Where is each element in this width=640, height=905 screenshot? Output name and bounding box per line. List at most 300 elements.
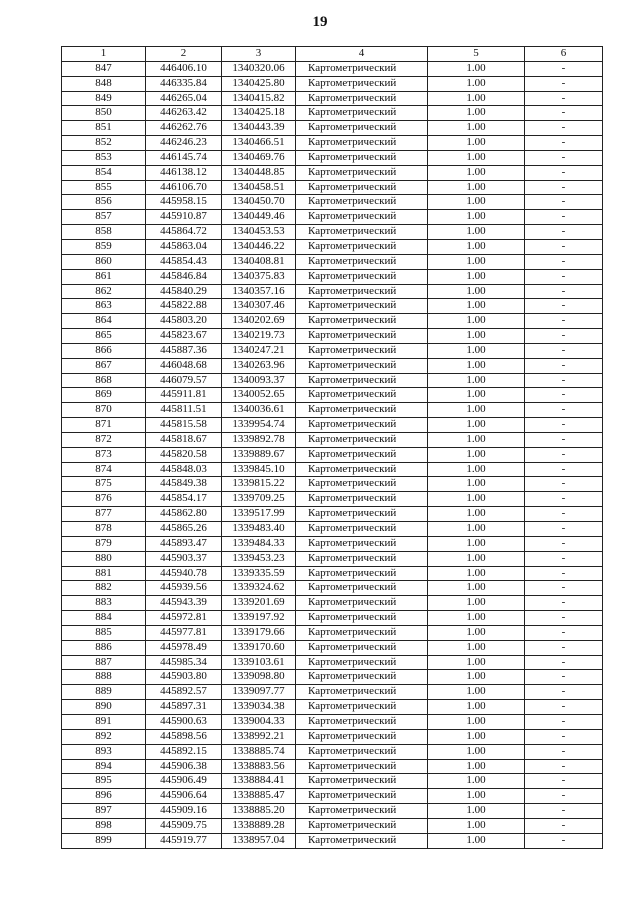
cell-note: - <box>525 581 603 596</box>
cell-note: - <box>525 76 603 91</box>
cell-note: - <box>525 239 603 254</box>
cell-point-number: 850 <box>62 106 146 121</box>
cell-accuracy: 1.00 <box>428 685 525 700</box>
cell-note: - <box>525 477 603 492</box>
cell-coordinate-x: 446048.68 <box>146 358 222 373</box>
cell-point-number: 849 <box>62 91 146 106</box>
cell-method: Картометрический <box>296 804 428 819</box>
cell-method: Картометрический <box>296 714 428 729</box>
cell-coordinate-y: 1339179.66 <box>222 625 296 640</box>
cell-coordinate-y: 1339517.99 <box>222 507 296 522</box>
cell-accuracy: 1.00 <box>428 403 525 418</box>
cell-coordinate-y: 1339097.77 <box>222 685 296 700</box>
cell-accuracy: 1.00 <box>428 195 525 210</box>
cell-note: - <box>525 136 603 151</box>
cell-coordinate-y: 1340458.51 <box>222 180 296 195</box>
cell-note: - <box>525 700 603 715</box>
table-row <box>62 536 603 551</box>
cell-coordinate-y: 1338885.47 <box>222 789 296 804</box>
cell-point-number: 871 <box>62 418 146 433</box>
column-header-4: 4 <box>296 47 428 62</box>
cell-point-number: 898 <box>62 818 146 833</box>
cell-accuracy: 1.00 <box>428 76 525 91</box>
cell-method: Картометрический <box>296 150 428 165</box>
cell-accuracy: 1.00 <box>428 358 525 373</box>
table-row <box>62 714 603 729</box>
cell-coordinate-x: 445854.43 <box>146 254 222 269</box>
cell-coordinate-x: 445978.49 <box>146 640 222 655</box>
cell-accuracy: 1.00 <box>428 150 525 165</box>
cell-coordinate-y: 1340320.06 <box>222 61 296 76</box>
cell-accuracy: 1.00 <box>428 566 525 581</box>
cell-note: - <box>525 403 603 418</box>
cell-note: - <box>525 210 603 225</box>
table-row <box>62 551 603 566</box>
cell-coordinate-x: 445906.64 <box>146 789 222 804</box>
table-row <box>62 106 603 121</box>
cell-note: - <box>525 254 603 269</box>
table-row <box>62 744 603 759</box>
table-row <box>62 522 603 537</box>
cell-method: Картометрический <box>296 180 428 195</box>
table-body <box>62 61 603 848</box>
cell-note: - <box>525 447 603 462</box>
cell-accuracy: 1.00 <box>428 581 525 596</box>
cell-method: Картометрический <box>296 789 428 804</box>
cell-note: - <box>525 314 603 329</box>
cell-coordinate-y: 1340219.73 <box>222 329 296 344</box>
cell-method: Картометрический <box>296 596 428 611</box>
cell-note: - <box>525 685 603 700</box>
cell-accuracy: 1.00 <box>428 759 525 774</box>
table-row <box>62 61 603 76</box>
cell-coordinate-y: 1340453.53 <box>222 225 296 240</box>
cell-point-number: 877 <box>62 507 146 522</box>
cell-coordinate-x: 446138.12 <box>146 165 222 180</box>
table-row <box>62 418 603 433</box>
cell-method: Картометрический <box>296 225 428 240</box>
cell-point-number: 866 <box>62 343 146 358</box>
table-row <box>62 789 603 804</box>
cell-method: Картометрический <box>296 358 428 373</box>
cell-method: Картометрический <box>296 774 428 789</box>
cell-accuracy: 1.00 <box>428 136 525 151</box>
cell-coordinate-y: 1339034.38 <box>222 700 296 715</box>
cell-coordinate-x: 445865.26 <box>146 522 222 537</box>
cell-coordinate-y: 1340449.46 <box>222 210 296 225</box>
table-row <box>62 507 603 522</box>
cell-method: Картометрический <box>296 625 428 640</box>
cell-point-number: 894 <box>62 759 146 774</box>
cell-accuracy: 1.00 <box>428 165 525 180</box>
cell-note: - <box>525 566 603 581</box>
cell-coordinate-y: 1340469.76 <box>222 150 296 165</box>
cell-coordinate-y: 1338889.28 <box>222 818 296 833</box>
cell-method: Картометрический <box>296 818 428 833</box>
table-row <box>62 833 603 848</box>
cell-coordinate-x: 445911.81 <box>146 388 222 403</box>
table-row <box>62 462 603 477</box>
cell-point-number: 890 <box>62 700 146 715</box>
cell-note: - <box>525 91 603 106</box>
cell-accuracy: 1.00 <box>428 640 525 655</box>
table-row <box>62 91 603 106</box>
cell-accuracy: 1.00 <box>428 596 525 611</box>
table-row <box>62 403 603 418</box>
cell-point-number: 881 <box>62 566 146 581</box>
cell-method: Картометрический <box>296 121 428 136</box>
cell-accuracy: 1.00 <box>428 700 525 715</box>
cell-note: - <box>525 418 603 433</box>
cell-point-number: 882 <box>62 581 146 596</box>
cell-coordinate-x: 446406.10 <box>146 61 222 76</box>
cell-note: - <box>525 299 603 314</box>
cell-method: Картометрический <box>296 418 428 433</box>
cell-method: Картометрический <box>296 314 428 329</box>
cell-coordinate-x: 445892.15 <box>146 744 222 759</box>
cell-coordinate-y: 1340450.70 <box>222 195 296 210</box>
cell-point-number: 895 <box>62 774 146 789</box>
table-row <box>62 358 603 373</box>
table-row <box>62 195 603 210</box>
cell-point-number: 884 <box>62 611 146 626</box>
cell-note: - <box>525 551 603 566</box>
cell-point-number: 887 <box>62 655 146 670</box>
cell-coordinate-y: 1338884.41 <box>222 774 296 789</box>
table-row <box>62 774 603 789</box>
table-row <box>62 150 603 165</box>
column-header-6: 6 <box>525 47 603 62</box>
cell-point-number: 857 <box>62 210 146 225</box>
cell-note: - <box>525 492 603 507</box>
cell-note: - <box>525 225 603 240</box>
cell-accuracy: 1.00 <box>428 373 525 388</box>
cell-method: Картометрический <box>296 744 428 759</box>
cell-point-number: 880 <box>62 551 146 566</box>
cell-accuracy: 1.00 <box>428 536 525 551</box>
cell-coordinate-y: 1338885.74 <box>222 744 296 759</box>
cell-accuracy: 1.00 <box>428 269 525 284</box>
cell-method: Картометрический <box>296 536 428 551</box>
cell-note: - <box>525 284 603 299</box>
cell-method: Картометрический <box>296 388 428 403</box>
cell-accuracy: 1.00 <box>428 106 525 121</box>
cell-point-number: 853 <box>62 150 146 165</box>
cell-coordinate-x: 445972.81 <box>146 611 222 626</box>
cell-point-number: 879 <box>62 536 146 551</box>
cell-coordinate-x: 446335.84 <box>146 76 222 91</box>
cell-coordinate-y: 1339815.22 <box>222 477 296 492</box>
cell-method: Картометрический <box>296 700 428 715</box>
cell-method: Картометрический <box>296 640 428 655</box>
cell-method: Картометрический <box>296 239 428 254</box>
table-header-row <box>62 47 603 62</box>
cell-method: Картометрический <box>296 254 428 269</box>
cell-method: Картометрический <box>296 685 428 700</box>
table-row <box>62 700 603 715</box>
table-row <box>62 373 603 388</box>
cell-accuracy: 1.00 <box>428 299 525 314</box>
cell-coordinate-x: 445893.47 <box>146 536 222 551</box>
cell-coordinate-y: 1339484.33 <box>222 536 296 551</box>
cell-coordinate-y: 1340357.16 <box>222 284 296 299</box>
cell-point-number: 872 <box>62 432 146 447</box>
cell-note: - <box>525 121 603 136</box>
cell-method: Картометрический <box>296 136 428 151</box>
cell-coordinate-x: 445848.03 <box>146 462 222 477</box>
cell-accuracy: 1.00 <box>428 343 525 358</box>
cell-method: Картометрический <box>296 447 428 462</box>
cell-point-number: 897 <box>62 804 146 819</box>
cell-coordinate-x: 445849.38 <box>146 477 222 492</box>
cell-accuracy: 1.00 <box>428 507 525 522</box>
cell-accuracy: 1.00 <box>428 611 525 626</box>
cell-point-number: 891 <box>62 714 146 729</box>
cell-accuracy: 1.00 <box>428 284 525 299</box>
cell-coordinate-y: 1339201.69 <box>222 596 296 611</box>
cell-accuracy: 1.00 <box>428 714 525 729</box>
cell-coordinate-x: 445815.58 <box>146 418 222 433</box>
cell-accuracy: 1.00 <box>428 625 525 640</box>
table-row <box>62 239 603 254</box>
cell-accuracy: 1.00 <box>428 418 525 433</box>
cell-coordinate-y: 1340093.37 <box>222 373 296 388</box>
cell-coordinate-x: 446145.74 <box>146 150 222 165</box>
cell-note: - <box>525 596 603 611</box>
cell-method: Картометрический <box>296 343 428 358</box>
cell-note: - <box>525 789 603 804</box>
cell-accuracy: 1.00 <box>428 477 525 492</box>
cell-point-number: 847 <box>62 61 146 76</box>
cell-accuracy: 1.00 <box>428 670 525 685</box>
table-row <box>62 121 603 136</box>
cell-method: Картометрический <box>296 299 428 314</box>
cell-accuracy: 1.00 <box>428 462 525 477</box>
cell-note: - <box>525 522 603 537</box>
cell-method: Картометрический <box>296 670 428 685</box>
table-row <box>62 492 603 507</box>
cell-point-number: 893 <box>62 744 146 759</box>
cell-point-number: 859 <box>62 239 146 254</box>
cell-method: Картометрический <box>296 403 428 418</box>
cell-coordinate-y: 1339483.40 <box>222 522 296 537</box>
cell-coordinate-x: 445919.77 <box>146 833 222 848</box>
cell-point-number: 876 <box>62 492 146 507</box>
cell-method: Картометрический <box>296 432 428 447</box>
table-row <box>62 329 603 344</box>
cell-point-number: 856 <box>62 195 146 210</box>
cell-accuracy: 1.00 <box>428 61 525 76</box>
cell-coordinate-x: 445803.20 <box>146 314 222 329</box>
cell-coordinate-y: 1340307.46 <box>222 299 296 314</box>
cell-coordinate-x: 445900.63 <box>146 714 222 729</box>
cell-method: Картометрический <box>296 581 428 596</box>
cell-coordinate-y: 1340202.69 <box>222 314 296 329</box>
cell-coordinate-y: 1339709.25 <box>222 492 296 507</box>
cell-note: - <box>525 804 603 819</box>
cell-note: - <box>525 61 603 76</box>
cell-point-number: 855 <box>62 180 146 195</box>
cell-point-number: 875 <box>62 477 146 492</box>
cell-coordinate-y: 1339889.67 <box>222 447 296 462</box>
cell-method: Картометрический <box>296 759 428 774</box>
cell-coordinate-x: 445977.81 <box>146 625 222 640</box>
cell-coordinate-x: 445985.34 <box>146 655 222 670</box>
table-row <box>62 432 603 447</box>
cell-accuracy: 1.00 <box>428 774 525 789</box>
table-row <box>62 477 603 492</box>
cell-coordinate-y: 1340052.65 <box>222 388 296 403</box>
table-row <box>62 596 603 611</box>
cell-accuracy: 1.00 <box>428 121 525 136</box>
cell-method: Картометрический <box>296 729 428 744</box>
cell-note: - <box>525 625 603 640</box>
cell-coordinate-y: 1339335.59 <box>222 566 296 581</box>
cell-coordinate-y: 1340263.96 <box>222 358 296 373</box>
table-row <box>62 269 603 284</box>
cell-coordinate-y: 1340446.22 <box>222 239 296 254</box>
cell-point-number: 873 <box>62 447 146 462</box>
cell-coordinate-y: 1340466.51 <box>222 136 296 151</box>
cell-coordinate-x: 445903.80 <box>146 670 222 685</box>
cell-point-number: 885 <box>62 625 146 640</box>
cell-point-number: 865 <box>62 329 146 344</box>
cell-note: - <box>525 358 603 373</box>
cell-note: - <box>525 269 603 284</box>
cell-accuracy: 1.00 <box>428 818 525 833</box>
cell-point-number: 848 <box>62 76 146 91</box>
page-number: 19 <box>312 14 328 30</box>
table-row <box>62 640 603 655</box>
cell-note: - <box>525 507 603 522</box>
cell-point-number: 861 <box>62 269 146 284</box>
table-row <box>62 314 603 329</box>
cell-coordinate-x: 446106.70 <box>146 180 222 195</box>
cell-point-number: 860 <box>62 254 146 269</box>
table-row <box>62 76 603 91</box>
cell-point-number: 874 <box>62 462 146 477</box>
table-row <box>62 581 603 596</box>
cell-method: Картометрический <box>296 492 428 507</box>
table-row <box>62 180 603 195</box>
cell-accuracy: 1.00 <box>428 388 525 403</box>
cell-coordinate-x: 445909.75 <box>146 818 222 833</box>
cell-note: - <box>525 744 603 759</box>
table-row <box>62 566 603 581</box>
cell-method: Картометрический <box>296 61 428 76</box>
table-row <box>62 225 603 240</box>
cell-coordinate-x: 445864.72 <box>146 225 222 240</box>
cell-method: Картометрический <box>296 655 428 670</box>
cell-note: - <box>525 670 603 685</box>
cell-point-number: 862 <box>62 284 146 299</box>
table-row <box>62 804 603 819</box>
cell-coordinate-y: 1340425.18 <box>222 106 296 121</box>
cell-coordinate-y: 1338883.56 <box>222 759 296 774</box>
cell-note: - <box>525 165 603 180</box>
cell-point-number: 864 <box>62 314 146 329</box>
cell-coordinate-x: 446263.42 <box>146 106 222 121</box>
cell-note: - <box>525 150 603 165</box>
cell-coordinate-x: 446265.04 <box>146 91 222 106</box>
cell-accuracy: 1.00 <box>428 655 525 670</box>
cell-coordinate-y: 1338885.20 <box>222 804 296 819</box>
cell-point-number: 851 <box>62 121 146 136</box>
cell-accuracy: 1.00 <box>428 789 525 804</box>
cell-coordinate-y: 1340443.39 <box>222 121 296 136</box>
cell-method: Картометрический <box>296 551 428 566</box>
cell-coordinate-y: 1339845.10 <box>222 462 296 477</box>
cell-point-number: 870 <box>62 403 146 418</box>
cell-note: - <box>525 640 603 655</box>
cell-coordinate-x: 445943.39 <box>146 596 222 611</box>
cell-accuracy: 1.00 <box>428 314 525 329</box>
column-header-2: 2 <box>146 47 222 62</box>
cell-method: Картометрический <box>296 106 428 121</box>
cell-method: Картометрический <box>296 566 428 581</box>
cell-note: - <box>525 462 603 477</box>
table-row <box>62 729 603 744</box>
cell-coordinate-x: 445897.31 <box>146 700 222 715</box>
cell-accuracy: 1.00 <box>428 522 525 537</box>
table-row <box>62 655 603 670</box>
table-row <box>62 136 603 151</box>
cell-accuracy: 1.00 <box>428 180 525 195</box>
cell-note: - <box>525 388 603 403</box>
cell-accuracy: 1.00 <box>428 492 525 507</box>
table-row <box>62 210 603 225</box>
cell-coordinate-x: 445862.80 <box>146 507 222 522</box>
cell-coordinate-x: 445939.56 <box>146 581 222 596</box>
cell-accuracy: 1.00 <box>428 254 525 269</box>
cell-coordinate-y: 1340415.82 <box>222 91 296 106</box>
table-row <box>62 625 603 640</box>
cell-method: Картометрический <box>296 329 428 344</box>
cell-method: Картометрический <box>296 195 428 210</box>
table-row <box>62 254 603 269</box>
cell-coordinate-x: 445818.67 <box>146 432 222 447</box>
cell-coordinate-x: 446246.23 <box>146 136 222 151</box>
cell-note: - <box>525 180 603 195</box>
cell-accuracy: 1.00 <box>428 447 525 462</box>
table-row <box>62 670 603 685</box>
cell-accuracy: 1.00 <box>428 91 525 106</box>
cell-accuracy: 1.00 <box>428 744 525 759</box>
cell-coordinate-y: 1340247.21 <box>222 343 296 358</box>
cell-method: Картометрический <box>296 462 428 477</box>
cell-coordinate-y: 1339453.23 <box>222 551 296 566</box>
cell-note: - <box>525 774 603 789</box>
cell-coordinate-y: 1340375.83 <box>222 269 296 284</box>
cell-coordinate-y: 1339170.60 <box>222 640 296 655</box>
cell-coordinate-x: 446079.57 <box>146 373 222 388</box>
table-row <box>62 447 603 462</box>
cell-coordinate-x: 445940.78 <box>146 566 222 581</box>
cell-coordinate-x: 446262.76 <box>146 121 222 136</box>
cell-point-number: 899 <box>62 833 146 848</box>
cell-note: - <box>525 536 603 551</box>
cell-note: - <box>525 655 603 670</box>
cell-coordinate-y: 1338992.21 <box>222 729 296 744</box>
table-row <box>62 343 603 358</box>
cell-point-number: 863 <box>62 299 146 314</box>
cell-coordinate-y: 1340425.80 <box>222 76 296 91</box>
cell-coordinate-y: 1339004.33 <box>222 714 296 729</box>
cell-coordinate-y: 1340448.85 <box>222 165 296 180</box>
cell-accuracy: 1.00 <box>428 804 525 819</box>
cell-coordinate-x: 445909.16 <box>146 804 222 819</box>
cell-note: - <box>525 432 603 447</box>
